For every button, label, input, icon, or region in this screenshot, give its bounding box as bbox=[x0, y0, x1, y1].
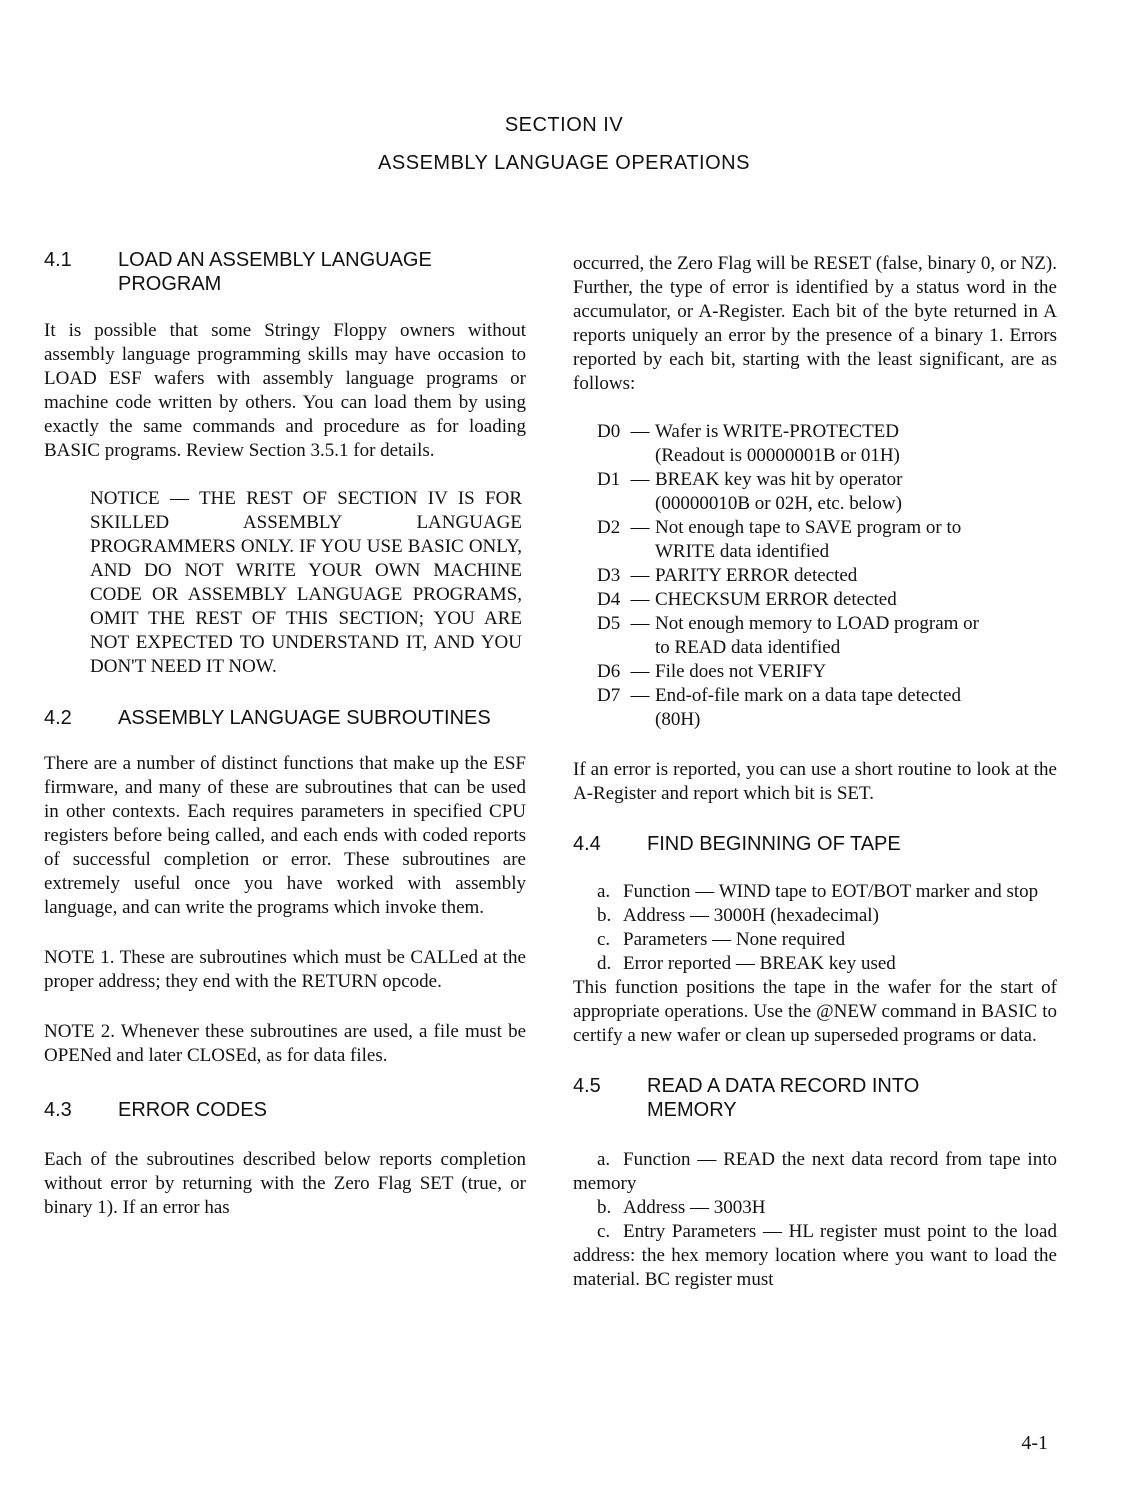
error-description: PARITY ERROR detected bbox=[655, 565, 858, 586]
error-code: D6 bbox=[597, 661, 621, 682]
section-title: ASSEMBLY LANGUAGE SUBROUTINES bbox=[118, 707, 491, 729]
section-heading-4-2 bbox=[44, 706, 526, 730]
section-number: 4.3 bbox=[44, 1099, 72, 1121]
list-item: a. Function — WIND tape to EOT/BOT marker and stop bbox=[597, 881, 1039, 902]
error-code-item: D3 — PARITY ERROR detected bbox=[597, 564, 1057, 588]
section-title: ERROR CODES bbox=[118, 1099, 267, 1121]
item-list-4-4 bbox=[573, 880, 1057, 976]
error-code-item: D2 — Not enough tape to SAVE program or to WRITE data identified bbox=[597, 516, 1057, 564]
section-heading-4-5 bbox=[573, 1074, 1057, 1122]
error-code-item: D7 — End-of-file mark on a data tape detected (80H) bbox=[597, 684, 1057, 732]
error-code-item: D0 — Wafer is WRITE-PROTECTED (Readout is 00000001B or 01H) bbox=[597, 420, 1057, 468]
error-code-list bbox=[597, 420, 1057, 732]
error-code-item: D6 — File does not VERIFY bbox=[597, 660, 1057, 684]
section-title: READ A DATA RECORD INTO MEMORY bbox=[647, 1075, 920, 1121]
section-number: 4.4 bbox=[573, 833, 601, 855]
section-title: LOAD AN ASSEMBLY LANGUAGE PROGRAM bbox=[118, 249, 432, 295]
section-heading-4-4 bbox=[573, 832, 1057, 856]
right-column bbox=[573, 248, 1057, 1292]
error-description: File does not VERIFY bbox=[655, 661, 827, 682]
error-code: D5 bbox=[597, 613, 621, 634]
error-code: D7 bbox=[597, 685, 621, 706]
paragraph-find-beginning: This function positions the tape in the wafer for the start of appropriate operations. Use the @NEW command in BASIC to certify a new wafer or clean up superseded programs or data. bbox=[573, 977, 1057, 1046]
error-description: (Readout is 00000001B or 01H) bbox=[655, 445, 900, 466]
error-code-item: D4 — CHECKSUM ERROR detected bbox=[597, 588, 1057, 612]
error-description: End-of-file mark on a data tape detected bbox=[655, 685, 961, 706]
error-code: D2 bbox=[597, 517, 621, 538]
notice-block: NOTICE — THE REST OF SECTION IV IS FOR SKILLED ASSEMBLY LANGUAGE PROGRAMMERS ONLY. IF YOU USE BASIC ONLY, AND DO NOT WRITE YOUR OWN MACHINE CODE OR ASSEMBLY LANGUAGE PROGRAMS, OMIT THE REST OF THIS SECTION; YOU ARE NOT EXPECTED TO UNDERSTAND IT, AND YOU DON'T NEED IT NOW. bbox=[90, 488, 522, 677]
list-item: c. Entry Parameters — HL register must point to the load address: the hex memory location where you want to load the material. BC register must bbox=[573, 1221, 1057, 1290]
error-code-item: D1 — BREAK key was hit by operator (00000010B or 02H, etc. below) bbox=[597, 468, 1057, 516]
error-description: WRITE data identified bbox=[655, 541, 830, 562]
paragraph-load-programs: It is possible that some Stringy Floppy owners without assembly language programming skills may have occasion to LOAD ESF wafers with assembly language programs or machine code written by others. You can load them by using exactly the same commands and procedure as for loading BASIC programs. Review Section 3.5.1 for details. bbox=[44, 320, 526, 461]
paragraph-error-codes-continued: occurred, the Zero Flag will be RESET (false, binary 0, or NZ). Further, the type of error is identified by a status word in the accumulator, or A-Register. Each bit of the byte returned in A reports uniquely an error by the presence of a binary 1. Errors reported by each bit, starting with the least significant, are as follows: bbox=[573, 253, 1057, 394]
error-description: Not enough tape to SAVE program or to bbox=[655, 517, 962, 538]
error-code: D3 bbox=[597, 565, 621, 586]
note-2: NOTE 2. Whenever these subroutines are used, a file must be OPENed and later CLOSEd, as for data files. bbox=[44, 1021, 526, 1066]
page-number: 4-1 bbox=[1021, 1432, 1048, 1454]
section-label: SECTION IV bbox=[504, 114, 624, 136]
error-code: D1 bbox=[597, 469, 621, 490]
error-description: Wafer is WRITE-PROTECTED bbox=[655, 421, 900, 442]
section-number: 4.5 bbox=[573, 1075, 601, 1097]
list-item: a. Function — READ the next data record from tape into memory bbox=[573, 1149, 1057, 1194]
section-number: 4.2 bbox=[44, 707, 72, 729]
error-description: BREAK key was hit by operator bbox=[655, 469, 903, 490]
list-item: d. Error reported — BREAK key used bbox=[597, 953, 896, 974]
section-heading-4-1 bbox=[44, 248, 526, 296]
section-number: 4.1 bbox=[44, 249, 72, 271]
error-description: (00000010B or 02H, etc. below) bbox=[655, 493, 902, 514]
list-item: c. Parameters — None required bbox=[597, 929, 846, 950]
item-list-4-5 bbox=[573, 1148, 1057, 1292]
note-1: NOTE 1. These are subroutines which must be CALLed at the proper address; they end with the RETURN opcode. bbox=[44, 947, 526, 992]
list-item: b. Address — 3000H (hexadecimal) bbox=[597, 905, 879, 926]
error-description: to READ data identified bbox=[655, 637, 841, 658]
page-title: ASSEMBLY LANGUAGE OPERATIONS bbox=[378, 152, 750, 174]
paragraph-error-routine: If an error is reported, you can use a short routine to look at the A-Register and report which bit is SET. bbox=[573, 759, 1057, 804]
error-code-item: D5 — Not enough memory to LOAD program or to READ data identified bbox=[597, 612, 1057, 660]
section-title: FIND BEGINNING OF TAPE bbox=[647, 833, 901, 855]
error-code: D4 bbox=[597, 589, 621, 610]
list-item: b. Address — 3003H bbox=[597, 1197, 766, 1218]
error-description: (80H) bbox=[655, 709, 701, 730]
error-code: D0 bbox=[597, 421, 621, 442]
error-description: CHECKSUM ERROR detected bbox=[655, 589, 897, 610]
section-heading-4-3 bbox=[44, 1098, 526, 1122]
error-description: Not enough memory to LOAD program or bbox=[655, 613, 979, 634]
paragraph-error-codes: Each of the subroutines described below reports completion without error by returning with the Zero Flag SET (true, or binary 1). If an error has bbox=[44, 1149, 526, 1218]
left-column bbox=[44, 248, 526, 1220]
paragraph-subroutines: There are a number of distinct functions that make up the ESF firmware, and many of these are subroutines that can be used in other contexts. Each requires parameters in specified CPU registers before being called, and each ends with coded reports of successful completion or error. These subroutines are extremely useful once you have worked with assembly language, and can write the programs which invoke them. bbox=[44, 753, 526, 918]
